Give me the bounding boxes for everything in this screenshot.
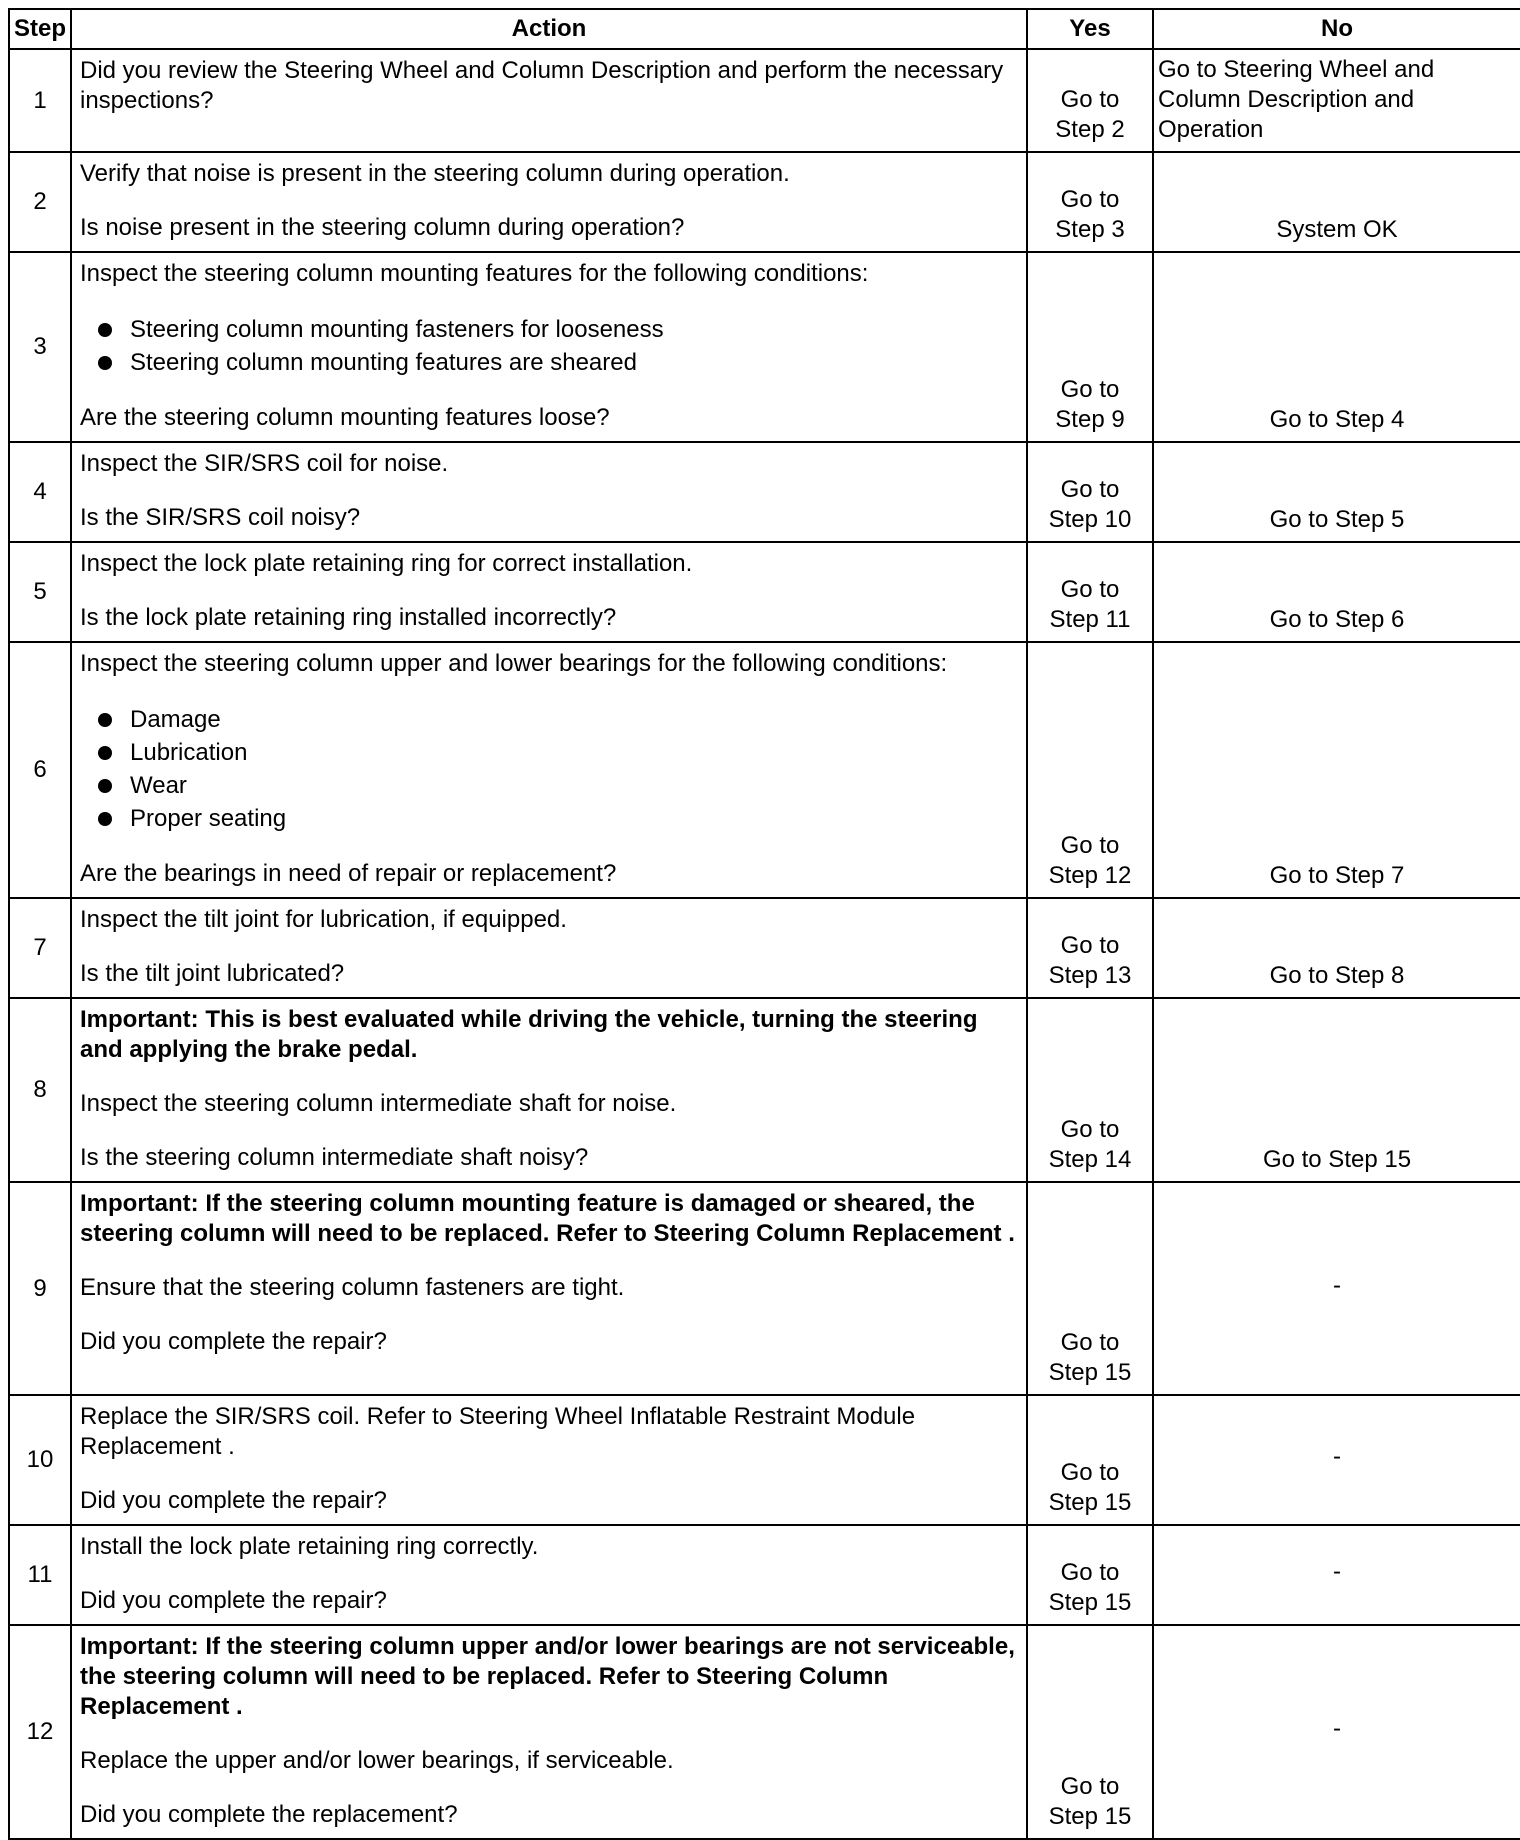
yes-step: Step 15 bbox=[1048, 1803, 1132, 1830]
action-text: Inspect the steering column mounting features for the following conditions: bbox=[80, 260, 869, 287]
no-cell: Go to Step 4 bbox=[1153, 252, 1520, 442]
action-cell bbox=[71, 542, 1027, 642]
action-text: Ensure that the steering column fasteners are tight. bbox=[80, 1274, 625, 1301]
table-row bbox=[9, 1395, 1520, 1525]
yes-goto: Go to bbox=[1060, 832, 1120, 859]
yes-cell bbox=[1027, 1525, 1153, 1625]
table-row bbox=[9, 1182, 1520, 1395]
action-cell bbox=[71, 642, 1027, 898]
list-item: Damage bbox=[98, 703, 1018, 736]
yes-goto: Go to bbox=[1060, 576, 1120, 603]
yes-step: Step 15 bbox=[1048, 1489, 1132, 1516]
yes-cell bbox=[1027, 1395, 1153, 1525]
yes-goto: Go to bbox=[1060, 476, 1120, 503]
action-text: Replace the upper and/or lower bearings, if serviceable. bbox=[80, 1747, 674, 1774]
step-number: 6 bbox=[9, 642, 71, 898]
action-text: Inspect the lock plate retaining ring for correct installation. bbox=[80, 550, 693, 577]
action-header: Action bbox=[71, 9, 1027, 49]
step-number: 4 bbox=[9, 442, 71, 542]
yes-step: Step 2 bbox=[1055, 116, 1125, 143]
list-item: Steering column mounting features are sheared bbox=[98, 346, 1018, 379]
yes-cell bbox=[1027, 49, 1153, 152]
no-cell: Go to Step 7 bbox=[1153, 642, 1520, 898]
action-cell bbox=[71, 152, 1027, 252]
action-question: Is noise present in the steering column during operation? bbox=[80, 214, 685, 241]
step-number: 10 bbox=[9, 1395, 71, 1525]
yes-cell bbox=[1027, 252, 1153, 442]
table-row bbox=[9, 998, 1520, 1182]
action-cell bbox=[71, 998, 1027, 1182]
no-header: No bbox=[1153, 9, 1520, 49]
no-cell: - bbox=[1153, 1182, 1520, 1395]
action-question: Did you complete the repair? bbox=[80, 1487, 387, 1514]
yes-goto: Go to bbox=[1060, 186, 1120, 213]
yes-goto: Go to bbox=[1060, 1459, 1120, 1486]
action-text: Install the lock plate retaining ring correctly. bbox=[80, 1533, 539, 1560]
action-text: Inspect the steering column upper and lower bearings for the following conditions: bbox=[80, 650, 948, 677]
action-question: Did you complete the repair? bbox=[80, 1587, 387, 1614]
action-cell bbox=[71, 1625, 1027, 1839]
action-question: Did you complete the replacement? bbox=[80, 1801, 458, 1828]
step-number: 8 bbox=[9, 998, 71, 1182]
important-note: Important: If the steering column upper and/or lower bearings are not serviceable, the steering column will need to be replaced. Refer to Steering Column Replacement . bbox=[80, 1633, 1015, 1720]
yes-goto: Go to bbox=[1060, 1116, 1120, 1143]
table-row bbox=[9, 1525, 1520, 1625]
action-question: Did you complete the repair? bbox=[80, 1328, 387, 1355]
yes-cell bbox=[1027, 642, 1153, 898]
yes-step: Step 11 bbox=[1049, 606, 1131, 633]
list-item: Steering column mounting fasteners for looseness bbox=[98, 313, 1018, 346]
step-number: 1 bbox=[9, 49, 71, 152]
action-text: Verify that noise is present in the steering column during operation. bbox=[80, 160, 790, 187]
action-question: Are the bearings in need of repair or replacement? bbox=[80, 860, 617, 887]
action-cell bbox=[71, 49, 1027, 152]
action-question: Is the steering column intermediate shaft noisy? bbox=[80, 1144, 589, 1171]
step-number: 11 bbox=[9, 1525, 71, 1625]
header-row bbox=[9, 9, 1520, 49]
yes-goto: Go to bbox=[1060, 932, 1120, 959]
table-row bbox=[9, 1625, 1520, 1839]
table-row bbox=[9, 442, 1520, 542]
important-note: Important: If the steering column mounting feature is damaged or sheared, the steering column will need to be replaced. Refer to Steering Column Replacement . bbox=[80, 1190, 1015, 1247]
step-number: 7 bbox=[9, 898, 71, 998]
action-text: Inspect the tilt joint for lubrication, if equipped. bbox=[80, 906, 567, 933]
action-text: Inspect the steering column intermediate shaft for noise. bbox=[80, 1090, 677, 1117]
yes-cell bbox=[1027, 542, 1153, 642]
yes-cell bbox=[1027, 152, 1153, 252]
yes-step: Step 15 bbox=[1048, 1589, 1132, 1616]
no-cell: Go to Step 5 bbox=[1153, 442, 1520, 542]
step-number: 3 bbox=[9, 252, 71, 442]
yes-step: Step 10 bbox=[1048, 506, 1132, 533]
action-question: Are the steering column mounting features loose? bbox=[80, 404, 610, 431]
action-text: Did you review the Steering Wheel and Column Description and perform the necessary inspections? bbox=[80, 57, 1004, 114]
no-cell: - bbox=[1153, 1395, 1520, 1525]
yes-cell bbox=[1027, 1625, 1153, 1839]
table-row bbox=[9, 642, 1520, 898]
step-number: 9 bbox=[9, 1182, 71, 1395]
no-cell: - bbox=[1153, 1625, 1520, 1839]
action-cell bbox=[71, 898, 1027, 998]
no-cell: Go to Step 6 bbox=[1153, 542, 1520, 642]
important-note: Important: This is best evaluated while driving the vehicle, turning the steering and applying the brake pedal. bbox=[80, 1006, 978, 1063]
yes-step: Step 9 bbox=[1055, 406, 1125, 433]
no-cell: Go to Steering Wheel and Column Description and Operation bbox=[1153, 49, 1520, 152]
action-question: Is the tilt joint lubricated? bbox=[80, 960, 345, 987]
table-row bbox=[9, 49, 1520, 152]
list-item: Wear bbox=[98, 769, 1018, 802]
yes-cell bbox=[1027, 442, 1153, 542]
condition-list bbox=[80, 313, 1018, 379]
step-number: 2 bbox=[9, 152, 71, 252]
action-question: Is the lock plate retaining ring installed incorrectly? bbox=[80, 604, 617, 631]
table-row bbox=[9, 152, 1520, 252]
action-cell bbox=[71, 1525, 1027, 1625]
yes-goto: Go to bbox=[1060, 1329, 1120, 1356]
action-cell bbox=[71, 442, 1027, 542]
list-item: Proper seating bbox=[98, 802, 1018, 835]
step-number: 5 bbox=[9, 542, 71, 642]
yes-goto: Go to bbox=[1060, 376, 1120, 403]
yes-goto: Go to bbox=[1060, 1773, 1120, 1800]
action-cell bbox=[71, 252, 1027, 442]
table-row bbox=[9, 898, 1520, 998]
no-cell: System OK bbox=[1153, 152, 1520, 252]
yes-cell bbox=[1027, 1182, 1153, 1395]
action-cell bbox=[71, 1395, 1027, 1525]
table-row bbox=[9, 542, 1520, 642]
yes-step: Step 14 bbox=[1048, 1146, 1132, 1173]
yes-step: Step 13 bbox=[1048, 962, 1132, 989]
table-row bbox=[9, 252, 1520, 442]
step-header: Step bbox=[9, 9, 71, 49]
condition-list bbox=[80, 703, 1018, 835]
list-item: Lubrication bbox=[98, 736, 1018, 769]
yes-step: Step 12 bbox=[1048, 862, 1132, 889]
yes-header: Yes bbox=[1027, 9, 1153, 49]
yes-goto: Go to bbox=[1060, 86, 1120, 113]
step-number: 12 bbox=[9, 1625, 71, 1839]
no-cell: Go to Step 15 bbox=[1153, 998, 1520, 1182]
diagnostic-table bbox=[8, 8, 1520, 1840]
no-cell: - bbox=[1153, 1525, 1520, 1625]
action-question: Is the SIR/SRS coil noisy? bbox=[80, 504, 361, 531]
action-text: Inspect the SIR/SRS coil for noise. bbox=[80, 450, 449, 477]
yes-cell bbox=[1027, 998, 1153, 1182]
action-cell bbox=[71, 1182, 1027, 1395]
yes-step: Step 15 bbox=[1048, 1359, 1132, 1386]
yes-goto: Go to bbox=[1060, 1559, 1120, 1586]
yes-step: Step 3 bbox=[1055, 216, 1125, 243]
no-cell: Go to Step 8 bbox=[1153, 898, 1520, 998]
action-text: Replace the SIR/SRS coil. Refer to Steering Wheel Inflatable Restraint Module Replacement . bbox=[80, 1403, 916, 1460]
yes-cell bbox=[1027, 898, 1153, 998]
